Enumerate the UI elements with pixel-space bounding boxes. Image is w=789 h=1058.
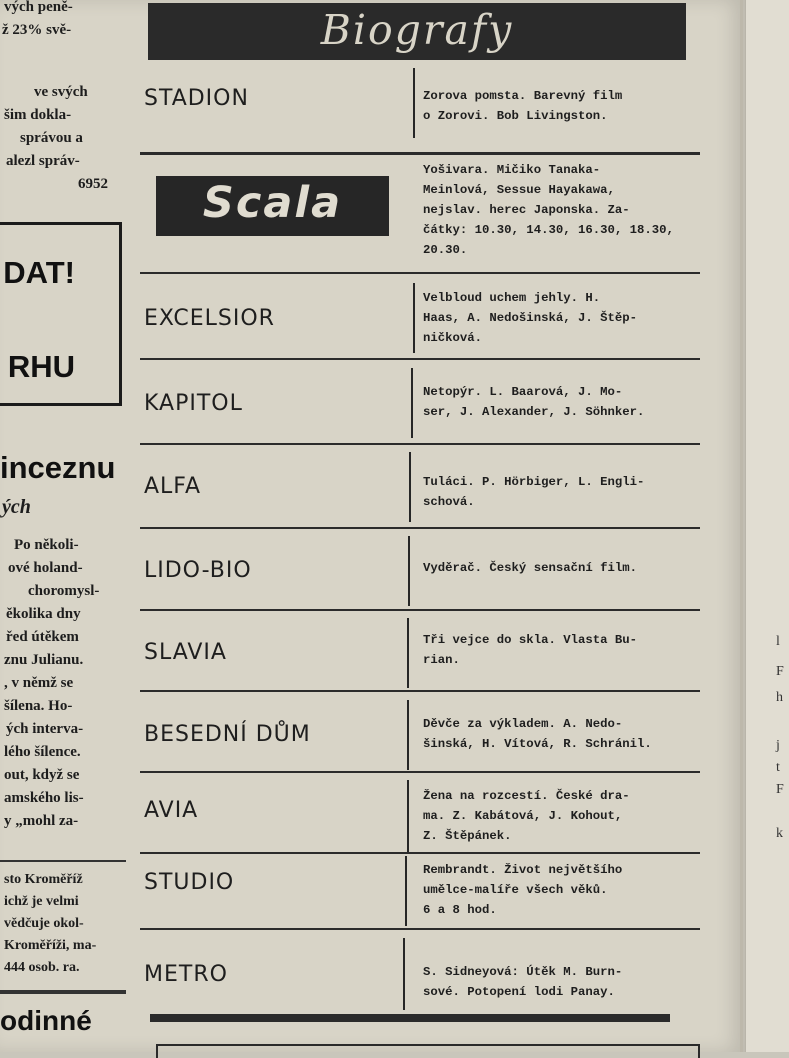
left-line: 6952	[78, 176, 108, 192]
left-line: správou a	[20, 130, 83, 146]
row-divider	[140, 852, 700, 854]
row-divider	[140, 527, 700, 529]
cinema-name: STADION	[144, 86, 249, 111]
divider	[0, 860, 126, 862]
advert-text: RHU	[7, 349, 75, 384]
margin-letter: k	[776, 826, 783, 841]
row-divider	[140, 152, 700, 155]
article-line: amského lis-	[4, 790, 84, 806]
cinema-name: AVIA	[144, 798, 199, 823]
lower-line: Kroměříži, ma-	[4, 938, 97, 953]
article-line: ové holand-	[8, 560, 83, 576]
article-line: Po několi-	[14, 537, 79, 553]
left-line: vých peně-	[4, 0, 73, 15]
article-subhead: ých	[2, 496, 31, 518]
adjacent-page	[745, 0, 789, 1052]
column-divider	[413, 283, 415, 353]
lower-line: 444 osob. ra.	[4, 960, 80, 975]
article-line: šílena. Ho-	[4, 698, 73, 714]
row-divider	[140, 771, 700, 773]
margin-letter: F	[776, 664, 784, 679]
row-divider	[140, 443, 700, 445]
column-divider	[407, 618, 409, 688]
article-line: , v němž se	[4, 675, 74, 691]
article-line: choromysl-	[28, 583, 100, 599]
page-fold	[740, 0, 743, 1052]
margin-letter: j	[776, 738, 780, 753]
cinema-name: SLAVIA	[144, 640, 227, 665]
left-line: alezl správ-	[6, 153, 80, 169]
column-divider	[407, 700, 409, 770]
cinema-name: EXCELSIOR	[144, 306, 275, 331]
cinema-name: BESEDNÍ DŮM	[144, 722, 311, 747]
cinema-name: ALFA	[144, 474, 201, 499]
divider	[0, 990, 126, 994]
cinema-program: Žena na rozcestí. České dra- ma. Z. Kabátová, J. Kohout, Z. Štěpánek.	[423, 789, 630, 843]
article-line: řed útěkem	[6, 629, 79, 645]
scala-logo-text: Scala	[202, 178, 343, 228]
banner-title: Biografy	[320, 6, 514, 54]
column-divider	[408, 536, 410, 606]
cinema-program: Rembrandt. Život největšího umělce-malíře všech věků. 6 a 8 hod.	[423, 863, 623, 917]
lower-line: sto Kroměříž	[4, 872, 83, 887]
column-divider	[413, 68, 415, 138]
section-heading: odinné	[0, 1005, 92, 1036]
cinema-program: S. Sidneyová: Útěk M. Burn- sové. Potopení lodi Panay.	[423, 965, 623, 999]
margin-letter: F	[776, 782, 784, 797]
cinema-name: LIDO-BIO	[144, 558, 252, 583]
lower-line: vědčuje okol-	[4, 916, 84, 931]
article-line: out, když se	[4, 767, 80, 783]
article-line: ých interva-	[6, 721, 84, 737]
advert-box	[0, 222, 122, 406]
row-divider	[140, 928, 700, 930]
article-line: ěkolika dny	[6, 606, 81, 622]
cinema-program: Netopýr. L. Baarová, J. Mo- ser, J. Alexander, J. Söhnker.	[423, 385, 645, 419]
cinema-program: Tři vejce do skla. Vlasta Bu- rian.	[423, 633, 638, 667]
left-line: ve svých	[34, 84, 88, 100]
column-divider	[411, 368, 413, 438]
bottom-rule	[150, 1014, 670, 1022]
article-headline: inceznu	[0, 450, 116, 485]
column-divider	[407, 780, 409, 852]
cinema-program: Tuláci. P. Hörbiger, L. Engli- schová.	[423, 475, 645, 509]
article-line: znu Julianu.	[4, 652, 84, 668]
cinema-program: Děvče za výkladem. A. Nedo- šinská, H. Vítová, R. Schránil.	[423, 717, 652, 751]
scala-logo	[156, 176, 389, 236]
cinema-name: KAPITOL	[144, 391, 243, 416]
cinema-listings	[140, 0, 700, 1052]
cinema-name: METRO	[144, 962, 228, 987]
advert-text: DAT!	[3, 255, 75, 290]
cinema-program: Yošivara. Mičiko Tanaka- Meinlová, Sessue Hayakawa, nejslav. herec Japonska. Za- čátky: 10.30, 14.30, 16.30, 18.30, 20.30.	[423, 163, 674, 257]
left-column	[0, 0, 128, 1052]
row-divider	[140, 358, 700, 360]
left-line: šim dokla-	[4, 107, 72, 123]
lower-line: ichž je velmi	[4, 894, 79, 909]
row-divider	[140, 690, 700, 692]
cinema-program: Zorova pomsta. Barevný film o Zorovi. Bob Livingston.	[423, 89, 623, 123]
article-line: lého šílence.	[4, 744, 81, 760]
column-divider	[409, 452, 411, 522]
article-line: y „mohl za-	[4, 813, 79, 829]
margin-letter: l	[776, 634, 780, 649]
row-divider	[140, 272, 700, 274]
biografy-banner	[148, 3, 686, 60]
margin-letter: h	[776, 690, 783, 705]
cinema-name: STUDIO	[144, 870, 235, 895]
column-divider	[403, 938, 405, 1010]
cinema-program: Vyděrač. Český sensační film.	[423, 561, 638, 575]
left-line: ž 23% svě-	[2, 22, 72, 38]
next-section-frame	[156, 1044, 700, 1058]
margin-letter: t	[776, 760, 780, 775]
column-divider	[405, 856, 407, 926]
row-divider	[140, 609, 700, 611]
cinema-program: Velbloud uchem jehly. H. Haas, A. Nedošinská, J. Štěp- ničková.	[423, 291, 638, 345]
